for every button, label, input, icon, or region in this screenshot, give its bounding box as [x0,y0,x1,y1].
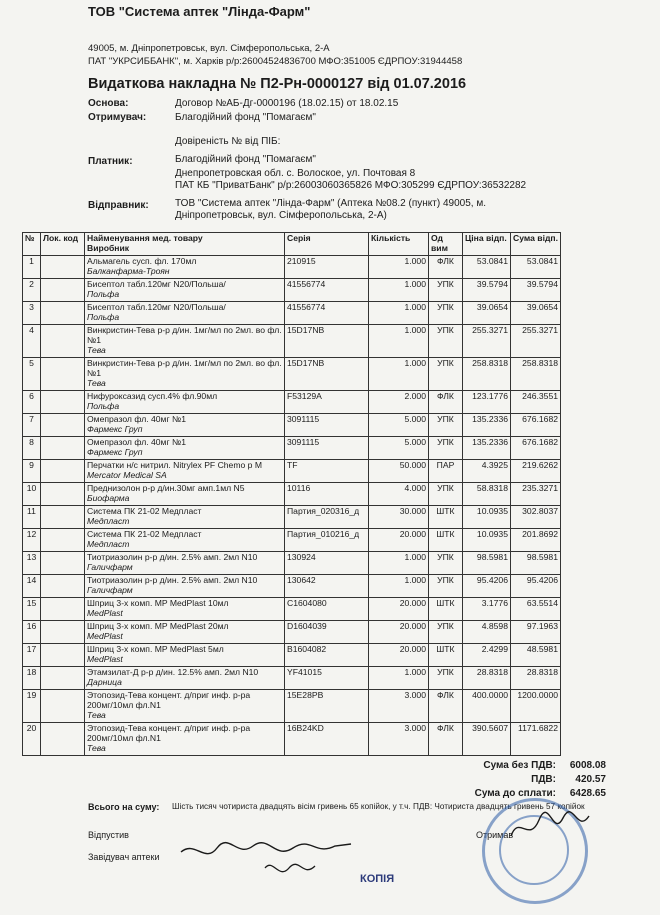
table-row [23,256,609,279]
basis-label: Основа: [88,98,129,109]
row-name [85,358,285,391]
table-row [23,414,609,437]
row-series: 15D17NB [285,325,369,358]
row-qty: 1.000 [369,358,429,391]
row-unit: УПК [429,414,463,437]
row-no: 8 [23,437,41,460]
row-series: 15D17NB [285,358,369,391]
row-qty: 1.000 [369,325,429,358]
row-unit: УПК [429,302,463,325]
row-price: 123.1776 [463,391,511,414]
row-manufacturer: Дарница [87,677,122,687]
row-no: 12 [23,529,41,552]
row-sum: 97.1963 [511,621,561,644]
row-product-name: Этопозид-Тева концент. д/приг инф. р-ра 200мг/10мл фл.N1 [87,723,251,743]
table-row [23,529,609,552]
row-code [41,621,85,644]
row-manufacturer: MedPlast [87,631,123,641]
row-unit: ПАР [429,460,463,483]
col-series: Серія [285,233,369,256]
row-qty: 1.000 [369,302,429,325]
row-sum: 201.8692 [511,529,561,552]
row-no: 10 [23,483,41,506]
row-qty: 20.000 [369,644,429,667]
table-row [23,437,609,460]
table-row [23,279,609,302]
row-price: 390.5607 [463,723,511,756]
row-series: D1604039 [285,621,369,644]
col-qty: Кількість [369,233,429,256]
row-product-name: Бисептол табл.120мг N20/Польша/ [87,279,226,289]
row-qty: 1.000 [369,552,429,575]
copy-stamp: КОПІЯ [360,873,395,885]
table-row [23,506,609,529]
row-manufacturer: Фармекс Груп [87,447,143,457]
row-code [41,690,85,723]
basis-value: Договор №АБ-Дг-0000196 (18.02.15) от 18.02.15 [175,98,399,109]
row-sum: 676.1682 [511,437,561,460]
row-unit: УПК [429,667,463,690]
row-sum: 302.8037 [511,506,561,529]
sum-words-label: Всього на суму: [88,802,160,812]
row-unit: ШТК [429,644,463,667]
due-total-value: 6428.65 [569,788,606,799]
row-series: 3091115 [285,437,369,460]
row-product-name: Винкристин-Тева р-р д/ин. 1мг/мл по 2мл. во фл. №1 [87,325,282,345]
head-label: Завідувач аптеки [88,852,160,862]
row-sum: 28.8318 [511,667,561,690]
row-name [85,598,285,621]
row-code [41,552,85,575]
row-unit: ФЛК [429,690,463,723]
row-name [85,391,285,414]
row-unit: ШТК [429,506,463,529]
row-price: 2.4299 [463,644,511,667]
row-sum: 255.3271 [511,325,561,358]
row-product-name: Омепразол фл. 40мг №1 [87,414,186,424]
col-name [85,233,285,256]
row-unit: УПК [429,437,463,460]
row-series: 41556774 [285,279,369,302]
row-price: 10.0935 [463,529,511,552]
row-price: 10.0935 [463,506,511,529]
row-series: 130642 [285,575,369,598]
row-code [41,667,85,690]
row-no: 6 [23,391,41,414]
recipient-label: Отримувач: [88,112,147,123]
row-manufacturer: MedPlast [87,654,123,664]
table-row [23,723,609,756]
row-name [85,621,285,644]
row-name [85,279,285,302]
row-code [41,506,85,529]
row-code [41,391,85,414]
row-product-name: Этопозид-Тева концент. д/приг инф. р-ра 200мг/10мл фл.N1 [87,690,251,710]
supplier-bank: ПАТ "УКРСИББАНК", м. Харків р/р:26004524836700 МФО:351005 ЄДРПОУ:31944458 [88,56,463,67]
row-qty: 1.000 [369,256,429,279]
table-row [23,575,609,598]
col-price: Ціна відп. [463,233,511,256]
row-code [41,302,85,325]
row-series: 16B24KD [285,723,369,756]
col-name-label: Найменування мед. товару [87,233,203,243]
row-price: 95.4206 [463,575,511,598]
row-price: 135.2336 [463,414,511,437]
row-sum: 258.8318 [511,358,561,391]
row-manufacturer: Тева [87,710,106,720]
row-unit: УПК [429,552,463,575]
table-row [23,358,609,391]
row-price: 39.5794 [463,279,511,302]
vat-value: 420.57 [575,774,606,785]
row-unit: УПК [429,325,463,358]
document-title: Видаткова накладна № П2-Рн-0000127 від 01.07.2016 [88,76,467,92]
row-series: F53129A [285,391,369,414]
row-price: 28.8318 [463,667,511,690]
row-series: Партия_020316_д [285,506,369,529]
row-name [85,529,285,552]
net-total-label: Сума без ПДВ: [483,760,556,771]
row-code [41,358,85,391]
row-qty: 30.000 [369,506,429,529]
row-code [41,644,85,667]
row-no: 4 [23,325,41,358]
row-unit: ШТК [429,598,463,621]
table-row [23,391,609,414]
receiver-signature-icon [505,808,595,848]
row-sum: 98.5981 [511,552,561,575]
received-label: Отримав [476,830,514,840]
table-row [23,302,609,325]
row-product-name: Система ПК 21-02 Медпласт [87,529,202,539]
row-code [41,414,85,437]
row-manufacturer: Медпласт [87,539,130,549]
row-qty: 3.000 [369,723,429,756]
row-product-name: Тиотриазолин р-р д/ин. 2.5% амп. 2мл N10 [87,552,258,562]
row-no: 3 [23,302,41,325]
row-qty: 50.000 [369,460,429,483]
row-qty: 5.000 [369,437,429,460]
sender-line-1: ТОВ "Система аптек "Лінда-Фарм" (Аптека №08.2 (пункт) 49005, м. [175,198,486,209]
row-sum: 95.4206 [511,575,561,598]
row-series: 130924 [285,552,369,575]
sender-line-2: Дніпропетровськ, вул. Сімферопольська, 2-А) [175,210,387,221]
table-header-row [23,233,609,256]
row-no: 5 [23,358,41,391]
row-qty: 20.000 [369,598,429,621]
row-qty: 1.000 [369,667,429,690]
row-no: 1 [23,256,41,279]
row-series: 41556774 [285,302,369,325]
row-manufacturer: Галичфарм [87,562,133,572]
row-no: 11 [23,506,41,529]
row-unit: УПК [429,483,463,506]
row-series: YF41015 [285,667,369,690]
row-qty: 20.000 [369,529,429,552]
row-name [85,667,285,690]
row-product-name: Перчатки н/с нитрил. Nitrylex PF Chemo р M [87,460,262,470]
row-manufacturer: Польфа [87,312,120,322]
row-price: 255.3271 [463,325,511,358]
table-row [23,644,609,667]
row-no: 7 [23,414,41,437]
row-no: 13 [23,552,41,575]
row-name [85,325,285,358]
row-manufacturer: Тева [87,345,106,355]
row-name [85,437,285,460]
row-qty: 1.000 [369,575,429,598]
table-row [23,690,609,723]
row-manufacturer: Тева [87,743,106,753]
row-code [41,529,85,552]
table-row [23,552,609,575]
col-sum: Сума відп. [511,233,561,256]
row-series: TF [285,460,369,483]
row-name [85,690,285,723]
row-manufacturer: Тева [87,378,106,388]
row-price: 135.2336 [463,437,511,460]
sum-words: Шість тисяч чотириста двадцять вісім гривень 65 копійок, у т.ч. ПДВ: Чотириста двадцять гривень 57 копійок [172,802,585,811]
supplier-address: 49005, м. Дніпропетровськ, вул. Сімферопольська, 2-А [88,43,330,54]
row-sum: 676.1682 [511,414,561,437]
row-name [85,483,285,506]
row-code [41,279,85,302]
row-sum: 63.5514 [511,598,561,621]
payer-bank: ПАТ КБ "ПриватБанк" р/р:26003060365826 МФО:305299 ЄДРПОУ:36532282 [175,180,527,191]
row-unit: УПК [429,358,463,391]
shipped-label: Відпустив [88,830,129,840]
row-name [85,575,285,598]
col-no: № [23,233,41,256]
row-code [41,575,85,598]
row-qty: 20.000 [369,621,429,644]
proxy-line: Довіреність № від ПІБ: [175,136,281,147]
table-row [23,667,609,690]
row-code [41,325,85,358]
table-row [23,621,609,644]
supplier-name: ТОВ "Система аптек "Лінда-Фарм" [88,4,311,19]
row-series: 10116 [285,483,369,506]
row-manufacturer: Галичфарм [87,585,133,595]
row-name [85,506,285,529]
row-product-name: Тиотриазолин р-р д/ин. 2.5% амп. 2мл N10 [87,575,258,585]
row-unit: ШТК [429,529,463,552]
row-product-name: Шприц 3-х комп. MP MedPlast 10мл [87,598,229,608]
row-sum: 48.5981 [511,644,561,667]
row-name [85,460,285,483]
row-price: 53.0841 [463,256,511,279]
table-row [23,598,609,621]
col-unit: Од вим [429,233,463,256]
col-maker-label: Виробник [87,243,130,253]
row-code [41,460,85,483]
row-series: B1604082 [285,644,369,667]
row-no: 19 [23,690,41,723]
row-unit: УПК [429,575,463,598]
due-total-label: Сума до сплати: [474,788,556,799]
row-code [41,483,85,506]
row-code [41,723,85,756]
row-sum: 235.3271 [511,483,561,506]
row-price: 3.1776 [463,598,511,621]
row-sum: 219.6262 [511,460,561,483]
row-product-name: Шприц 3-х комп. MP MedPlast 20мл [87,621,229,631]
row-qty: 2.000 [369,391,429,414]
items-table [22,232,609,756]
row-product-name: Этамзилат-Д р-р д/ин. 12.5% амп. 2мл N10 [87,667,259,677]
row-name [85,256,285,279]
row-manufacturer: Mercator Medical SA [87,470,167,480]
row-sum: 39.0654 [511,302,561,325]
row-unit: ФЛК [429,723,463,756]
row-manufacturer: Биофарма [87,493,130,503]
row-no: 14 [23,575,41,598]
net-total-value: 6008.08 [569,760,606,771]
row-product-name: Шприц 3-х комп. MP MedPlast 5мл [87,644,224,654]
row-no: 20 [23,723,41,756]
row-code [41,256,85,279]
row-price: 258.8318 [463,358,511,391]
row-name [85,644,285,667]
table-row [23,325,609,358]
row-price: 98.5981 [463,552,511,575]
row-unit: ФЛК [429,391,463,414]
row-unit: УПК [429,279,463,302]
row-series: C1604080 [285,598,369,621]
row-name [85,302,285,325]
row-no: 18 [23,667,41,690]
row-sum: 39.5794 [511,279,561,302]
row-product-name: Альмагель сусп. фл. 170мл [87,256,197,266]
row-series: 15E28PB [285,690,369,723]
row-price: 58.8318 [463,483,511,506]
row-price: 400.0000 [463,690,511,723]
row-sum: 1171.6822 [511,723,561,756]
row-manufacturer: MedPlast [87,608,123,618]
row-name [85,723,285,756]
row-code [41,598,85,621]
vat-label: ПДВ: [531,774,556,785]
row-qty: 1.000 [369,279,429,302]
row-unit: УПК [429,621,463,644]
sender-label: Відправник: [88,200,149,211]
row-series: 210915 [285,256,369,279]
row-code [41,437,85,460]
row-product-name: Омепразол фл. 40мг №1 [87,437,186,447]
row-product-name: Бисептол табл.120мг N20/Польша/ [87,302,226,312]
row-series: Партия_010216_д [285,529,369,552]
row-no: 17 [23,644,41,667]
row-qty: 3.000 [369,690,429,723]
row-no: 2 [23,279,41,302]
payer-label: Платник: [88,156,133,167]
row-sum: 53.0841 [511,256,561,279]
row-product-name: Нифуроксазид сусп.4% фл.90мл [87,391,218,401]
col-code: Лок. код [41,233,85,256]
recipient-value: Благодійний фонд "Помагаєм" [175,112,316,123]
row-product-name: Система ПК 21-02 Медпласт [87,506,202,516]
row-price: 4.8598 [463,621,511,644]
row-price: 4.3925 [463,460,511,483]
row-series: 3091115 [285,414,369,437]
row-manufacturer: Польфа [87,401,120,411]
row-sum: 246.3551 [511,391,561,414]
table-row [23,460,609,483]
payer-name: Благодійний фонд "Помагаєм" [175,154,316,165]
row-no: 16 [23,621,41,644]
row-manufacturer: Польфа [87,289,120,299]
table-row [23,483,609,506]
row-name [85,414,285,437]
row-name [85,552,285,575]
row-price: 39.0654 [463,302,511,325]
row-no: 15 [23,598,41,621]
row-no: 9 [23,460,41,483]
row-unit: ФЛК [429,256,463,279]
row-manufacturer: Фармекс Груп [87,424,143,434]
payer-address: Днепропетровская обл. с. Волоское, ул. Почтовая 8 [175,168,416,179]
row-product-name: Винкристин-Тева р-р д/ин. 1мг/мл по 2мл. во фл. №1 [87,358,282,378]
row-product-name: Преднизолон р-р д/ин.30мг амп.1мл N5 [87,483,245,493]
row-sum: 1200.0000 [511,690,561,723]
row-qty: 5.000 [369,414,429,437]
row-manufacturer: Медпласт [87,516,130,526]
row-manufacturer: Балканфарма-Троян [87,266,170,276]
head-signature-icon [175,834,365,890]
row-qty: 4.000 [369,483,429,506]
